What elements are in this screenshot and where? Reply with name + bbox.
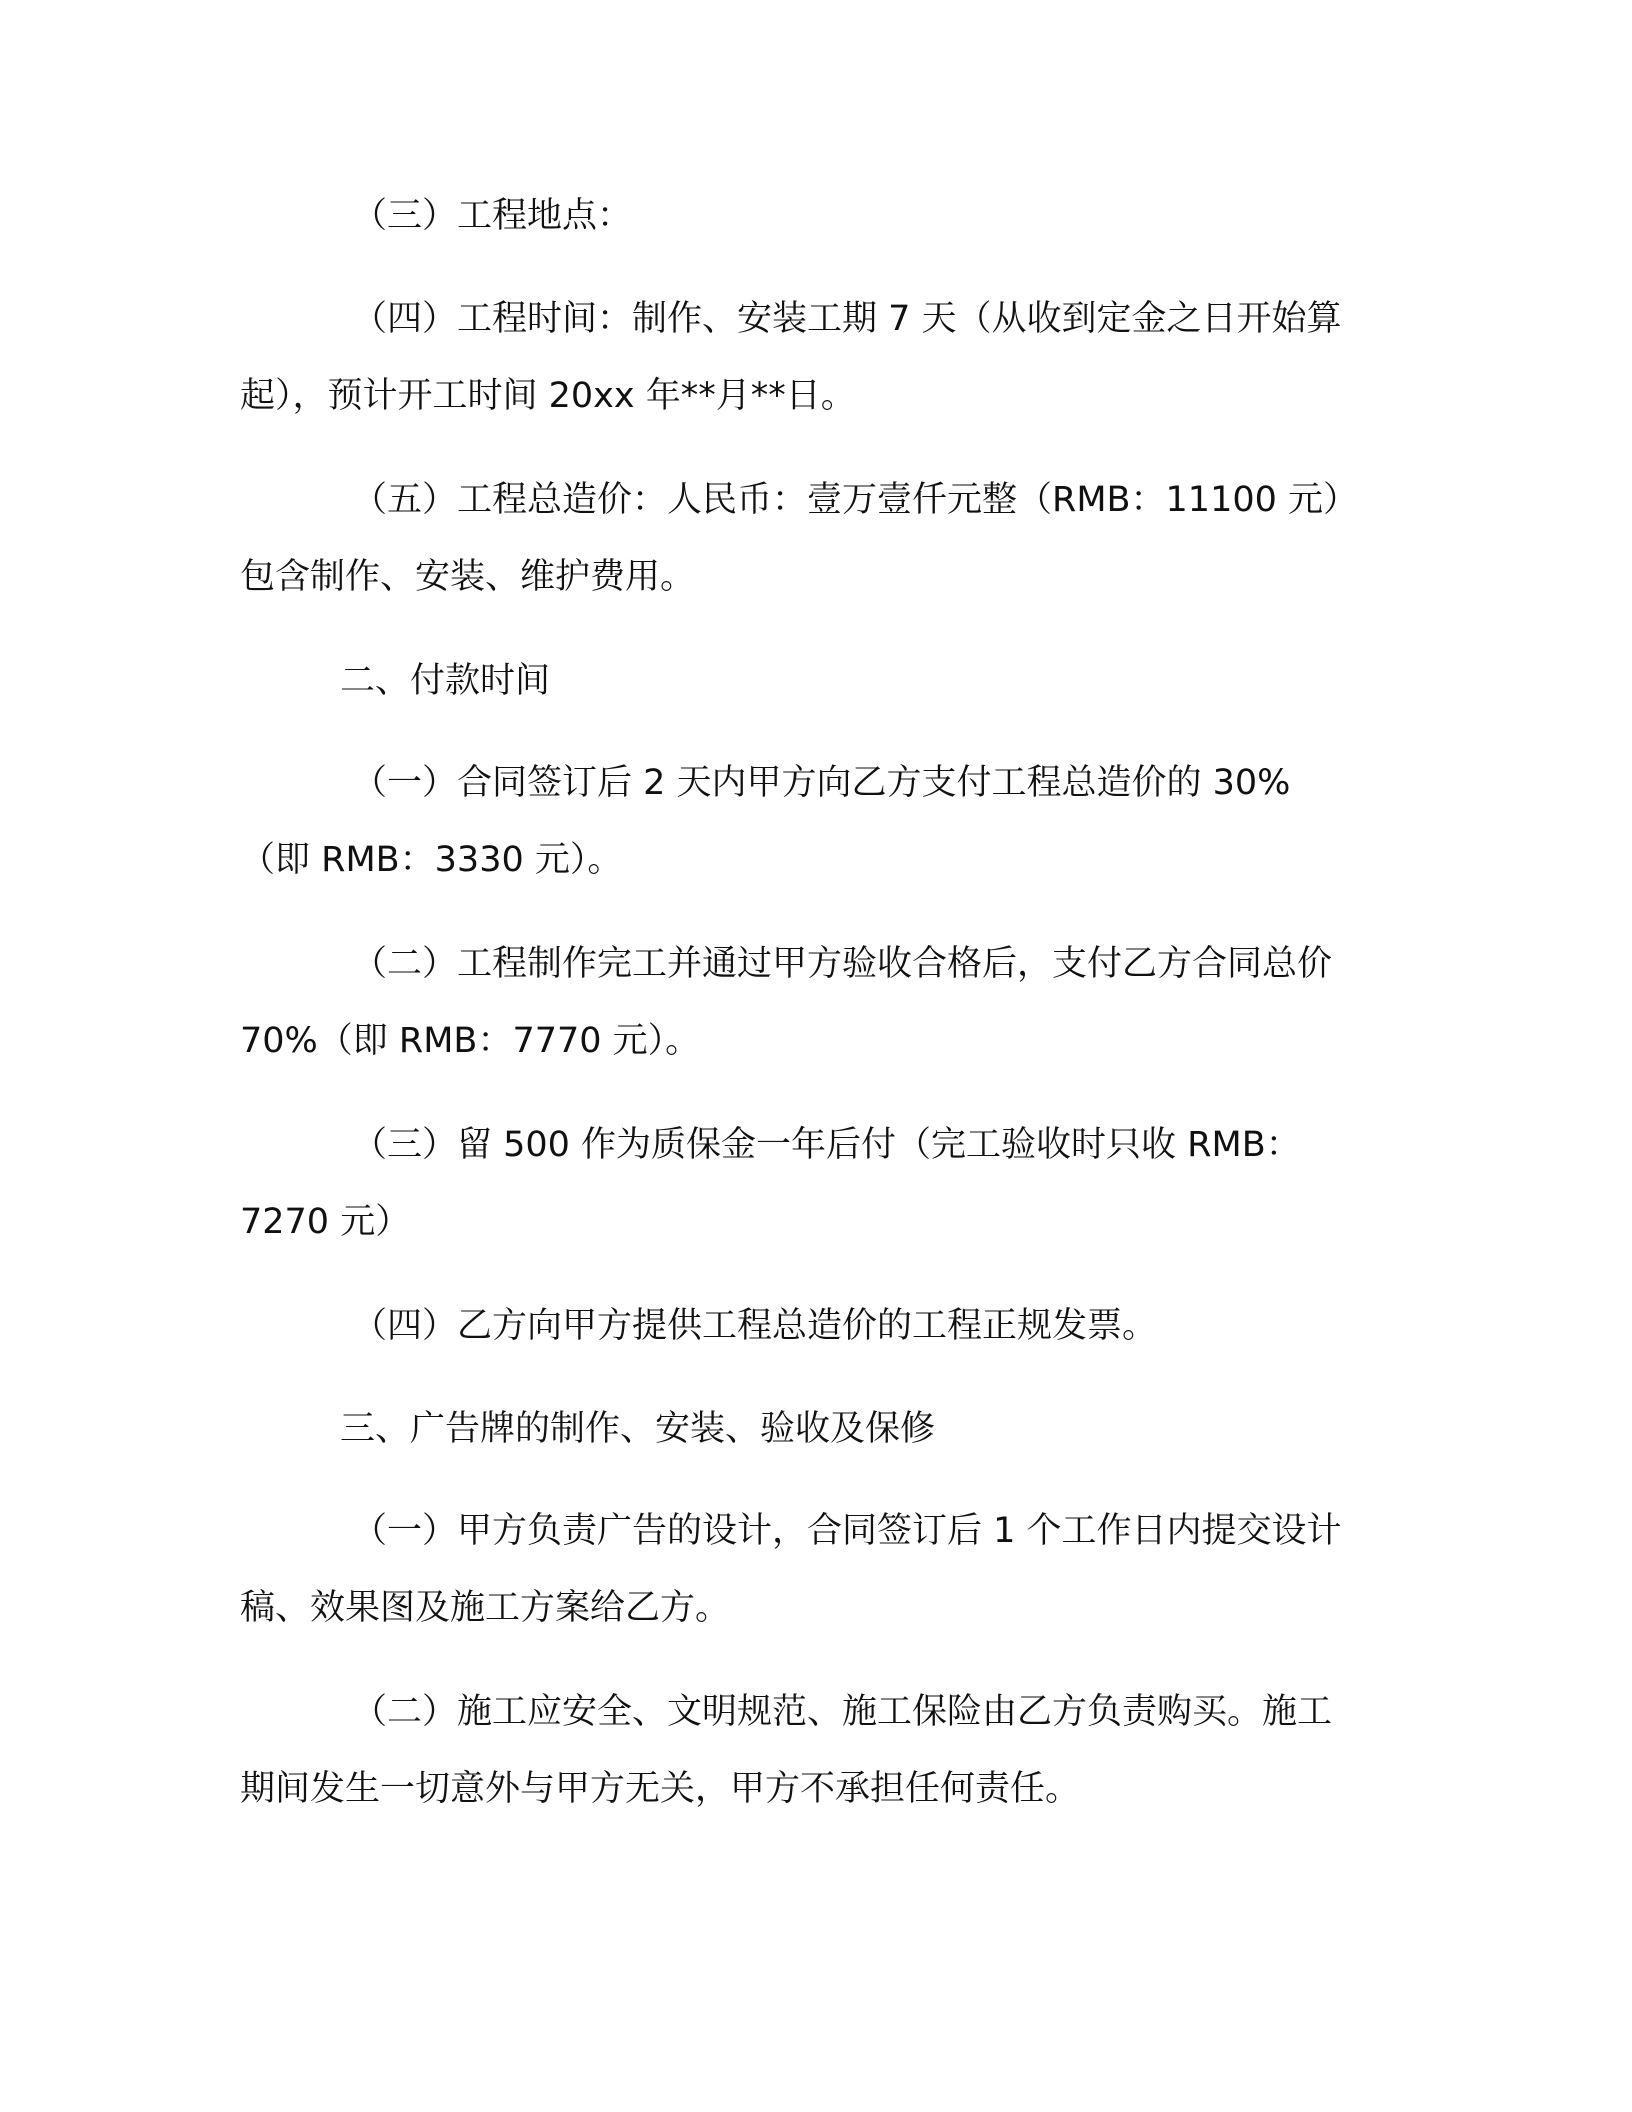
text-line: （即 RMB：3330 元）。 [240, 840, 623, 880]
paragraph-payment-first [240, 745, 1380, 899]
text-line: 包含制作、安装、维护费用。 [240, 557, 696, 597]
paragraph-project-location [240, 178, 1380, 255]
text-line: 7270 元） [240, 1202, 411, 1242]
text-line: 稿、效果图及施工方案给乙方。 [240, 1588, 731, 1628]
paragraph-project-time [240, 281, 1380, 435]
paragraph-payment-second [240, 926, 1380, 1080]
text-line: 起），预计开工时间 20xx 年**月**日。 [240, 376, 856, 416]
section-heading-payment-time [240, 643, 1380, 720]
text-line: （四）乙方向甲方提供工程总造价的工程正规发票。 [352, 1306, 1158, 1346]
text-line: 70%（即 RMB：7770 元）。 [240, 1021, 701, 1061]
text-line: （五）工程总造价：人民币：壹万壹仟元整（RMB：11100 元） [352, 480, 1358, 520]
text-line: （二）工程制作完工并通过甲方验收合格后，支付乙方合同总价 [352, 944, 1333, 984]
text-line: （二）施工应安全、文明规范、施工保险由乙方负责购买。施工 [352, 1692, 1333, 1732]
text-line: （三）工程地点： [352, 196, 633, 236]
text-line: （三）留 500 作为质保金一年后付（完工验收时只收 RMB： [352, 1125, 1301, 1165]
text-line: 期间发生一切意外与甲方无关，甲方不承担任何责任。 [240, 1769, 1081, 1809]
paragraph-total-cost [240, 462, 1380, 616]
paragraph-invoice [240, 1288, 1380, 1365]
paragraph-retention [240, 1107, 1380, 1261]
section-heading-billboard [240, 1391, 1380, 1468]
text-line: 三、广告牌的制作、安装、验收及保修 [340, 1409, 936, 1449]
paragraph-design-responsibility [240, 1493, 1380, 1647]
text-line: （四）工程时间：制作、安装工期 7 天（从收到定金之日开始算 [352, 299, 1342, 339]
paragraph-construction-safety [240, 1674, 1380, 1828]
text-line: （一）合同签订后 2 天内甲方向乙方支付工程总造价的 30% [352, 763, 1291, 803]
text-line: 二、付款时间 [340, 661, 551, 701]
text-line: （一）甲方负责广告的设计，合同签订后 1 个工作日内提交设计 [352, 1511, 1342, 1551]
